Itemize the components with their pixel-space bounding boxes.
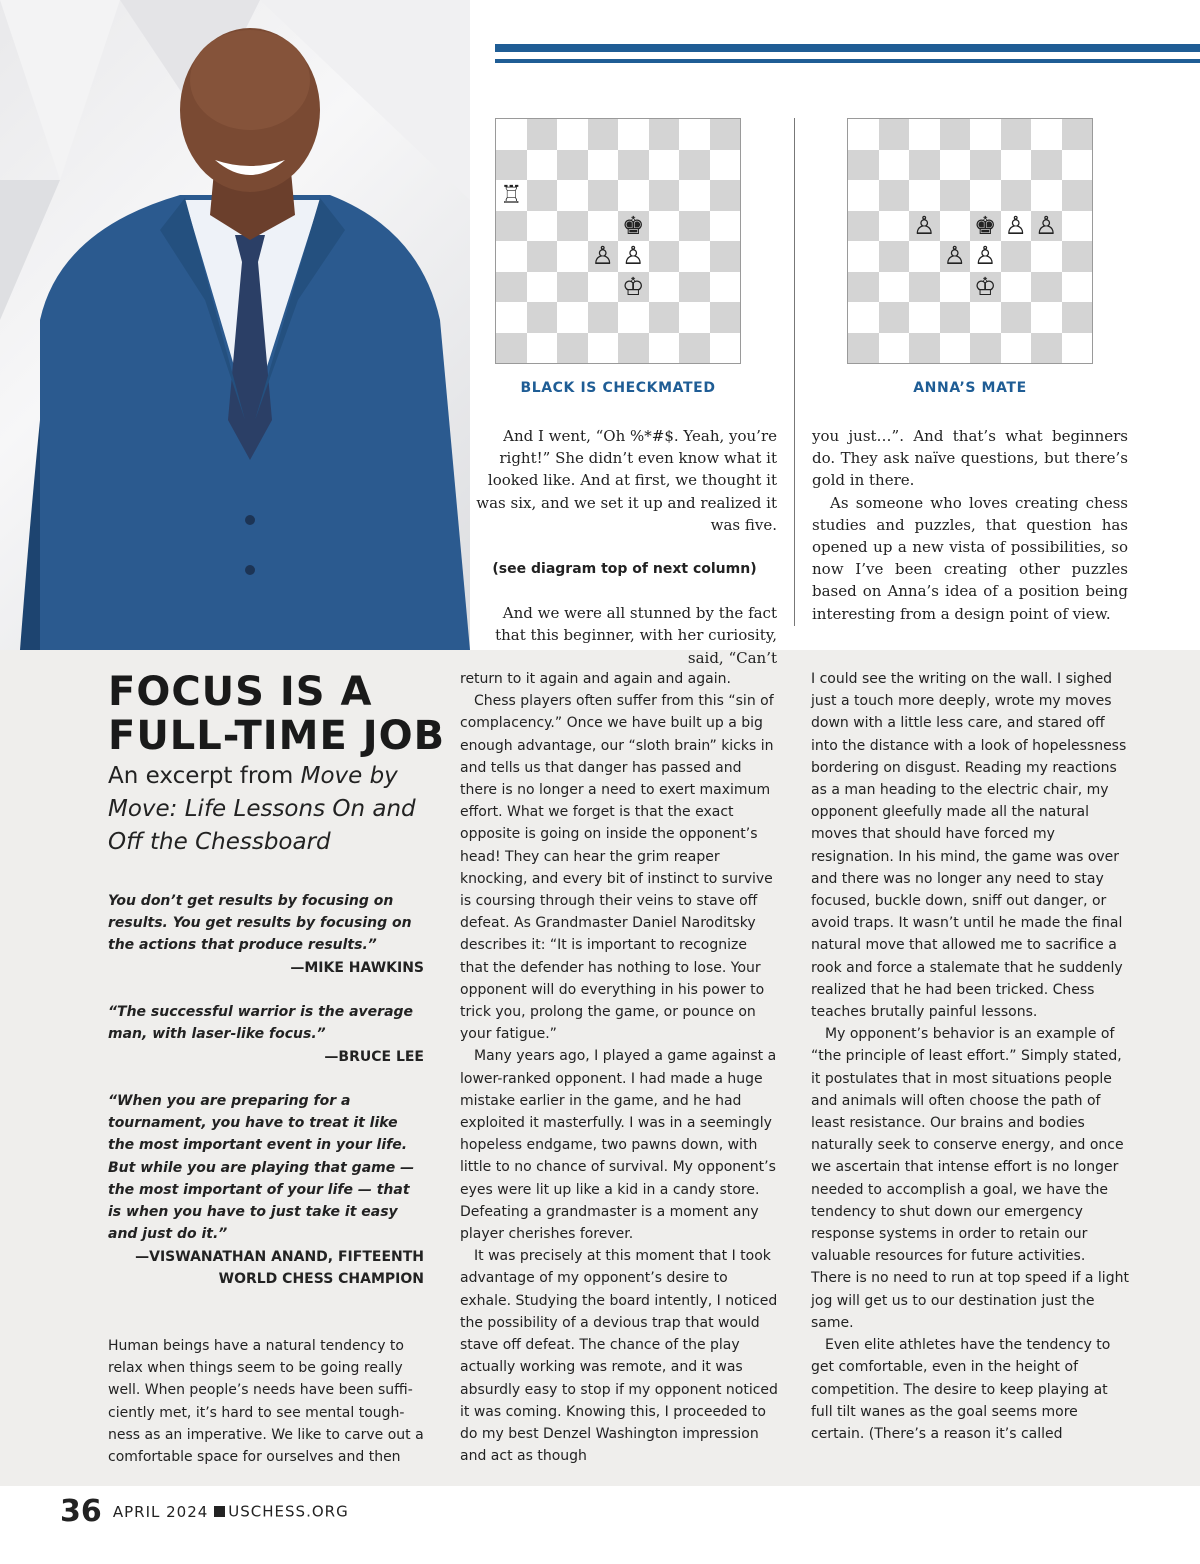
paragraph: return to it again and again and again. — [460, 671, 731, 687]
paragraph: My opponent’s behavior is an example of “the principle of least effort.” Simply stated, it postulates that in most situations people and animals will often choose the path of least resistance. Our brains and bodies naturally seek to conserve energy, and once we ascertain that intense effort is no longer needed to accomplish a goal, we have the tendency to shut down our emergency response systems in order to retain our valuable resources for future activities. There is no need to run at top speed if a light jog will get us to our destination just the same. — [811, 1026, 1129, 1331]
board-square — [496, 333, 527, 364]
body-column-1 — [108, 1335, 426, 1468]
board-square — [1001, 150, 1032, 181]
board-square — [909, 302, 940, 333]
board-square — [940, 150, 971, 181]
board-square — [1001, 180, 1032, 211]
board-square — [496, 119, 527, 150]
board-square — [618, 333, 649, 364]
board-square — [557, 119, 588, 150]
board-square — [1062, 302, 1093, 333]
board-square — [557, 180, 588, 211]
board-square — [588, 119, 619, 150]
white-king-icon: ♔ — [974, 271, 997, 301]
board-square — [848, 180, 879, 211]
board-square — [1062, 180, 1093, 211]
header-rules — [495, 44, 1200, 63]
book-title: Move by Move: Life Lessons On and Off the Chessboard — [108, 763, 416, 855]
board-square — [588, 272, 619, 303]
board-square — [679, 180, 710, 211]
board-square — [879, 150, 910, 181]
issue-date: APRIL 2024 — [112, 1502, 209, 1521]
body-column-2 — [460, 668, 778, 1467]
board-square — [710, 333, 741, 364]
board-square — [649, 119, 680, 150]
top-rule-thin — [495, 59, 1200, 63]
board-square — [879, 302, 910, 333]
board-square — [588, 302, 619, 333]
board-square — [527, 150, 558, 181]
white-pawn-icon: ♙ — [591, 241, 614, 270]
board-square — [879, 333, 910, 364]
column-divider — [794, 118, 795, 626]
paragraph: Many years ago, I played a game against a lower-ranked opponent. I had made a huge mistake earlier in the game, and he had exploited it masterfully. I was in a seemingly hopeless endgame, two pawns down, with little to no chance of survival. My opponent’s eyes were lit up like a kid in a candy store. Defeating a grandmaster is a moment any player cherishes forever. — [460, 1048, 777, 1243]
board-square — [710, 211, 741, 242]
board-square — [710, 180, 741, 211]
white-king-icon: ♔ — [622, 271, 645, 301]
diagram-reference-note: (see diagram top of next column) — [492, 561, 757, 578]
chess-diagram-annas-mate — [847, 118, 1093, 364]
article-title — [108, 670, 445, 758]
article-title-line: FOCUS IS A — [108, 669, 373, 715]
board-square — [649, 272, 680, 303]
board-square — [496, 272, 527, 303]
attribution-line: —VISWANATHAN ANAND, FIFTEENTH — [135, 1249, 424, 1265]
top-right-column — [812, 425, 1128, 625]
board-square — [710, 119, 741, 150]
board-square — [879, 180, 910, 211]
board-square — [618, 119, 649, 150]
board-square — [1001, 333, 1032, 364]
board-square — [649, 333, 680, 364]
board-square — [1031, 272, 1062, 303]
board-square — [848, 333, 879, 364]
paragraph: Chess players often suffer from this “sin of complacency.” Once we have built up a big enough advantage, our “sloth brain” kicks in and tells us that danger has passed and there is no longer a need to exert maximum effort. What we forget is that the exact opposite is going on inside the opponent’s head! They can hear the grim reaper knocking, and every bit of instinct to survive is coursing through their veins to stave off defeat. As Grandmaster Daniel Naroditsky describes it: “It is important to recognize that the defender has nothing to lose. Your opponent will do everything in his power to trick you, prolong the game, or pounce on your fatigue.” — [460, 693, 774, 1043]
white-pawn-icon: ♙ — [1004, 210, 1027, 240]
board-square — [970, 180, 1001, 211]
board-square — [848, 211, 879, 242]
board-square — [1062, 119, 1093, 150]
board-square — [940, 211, 971, 242]
white-pawn-icon: ♙ — [974, 241, 997, 270]
white-pawn-icon: ♙ — [622, 241, 645, 270]
board-square — [527, 241, 558, 272]
board-square — [909, 272, 940, 303]
board-square — [1001, 119, 1032, 150]
board-square — [557, 211, 588, 242]
board-square — [679, 333, 710, 364]
black-king-icon: ♚ — [974, 210, 997, 240]
board-square — [618, 180, 649, 211]
board-square — [879, 241, 910, 272]
board-square — [1031, 333, 1062, 364]
board-square — [940, 272, 971, 303]
article-title-line: FULL-TIME JOB — [108, 713, 446, 759]
board-square — [679, 241, 710, 272]
board-square — [496, 302, 527, 333]
board-square — [1062, 333, 1093, 364]
board-square — [588, 333, 619, 364]
board-square — [909, 333, 940, 364]
board-square — [557, 150, 588, 181]
board-square — [710, 272, 741, 303]
diagram-caption: ANNA’S MATE — [913, 380, 1027, 396]
board-square — [848, 150, 879, 181]
diagram-caption: BLACK IS CHECKMATED — [520, 380, 716, 396]
board-square — [848, 241, 879, 272]
quote-attribution: —BRUCE LEE — [324, 1049, 424, 1065]
epigraph-quote: “The successful warrior is the average man, with laser-like focus.” — [108, 1004, 414, 1043]
board-square — [1001, 272, 1032, 303]
board-square — [909, 180, 940, 211]
board-square — [527, 302, 558, 333]
author-photo-illustration — [0, 0, 470, 650]
quote-attribution: —MIKE HAWKINS — [290, 960, 424, 976]
black-king-icon: ♚ — [622, 210, 645, 240]
board-square — [557, 272, 588, 303]
attribution-line: WORLD CHESS CHAMPION — [218, 1271, 424, 1288]
white-pawn-icon: ♙ — [943, 241, 966, 270]
paragraph: As someone who loves creating chess studies and puzzles, that question has opened up a new vista of possibilities, so now I’ve been creating other puzzles based on Anna’s idea of a position being interesting from a design point of view. — [812, 493, 1128, 623]
board-square — [557, 333, 588, 364]
white-pawn-icon: ♙ — [1035, 210, 1058, 240]
board-square — [970, 302, 1001, 333]
paragraph: Even elite athletes have the tendency to get comfortable, even in the height of competition. The desire to keep playing at full tilt wanes as the goal seems more certain. (There’s a reason it’s called — [811, 1337, 1111, 1442]
board-square — [970, 119, 1001, 150]
board-square — [588, 180, 619, 211]
top-rule-thick — [495, 44, 1200, 52]
board-square — [940, 302, 971, 333]
board-square — [618, 302, 649, 333]
page-footer — [60, 1494, 349, 1529]
top-left-column — [472, 425, 777, 669]
board-square — [557, 241, 588, 272]
board-square — [848, 272, 879, 303]
board-square — [679, 272, 710, 303]
paragraph: It was precisely at this moment that I took advantage of my opponent’s desire to exhale. Studying the board intently, I noticed the possibility of a devious trap that would stave off defeat. The chance of the play actually working was remote, and it was absurdly easy to stop if my opponent noticed it was coming. Knowing this, I proceeded to do my best Denzel Washington impression and act as though — [460, 1248, 778, 1465]
board-square — [527, 211, 558, 242]
author-photo — [0, 0, 470, 650]
board-square — [909, 119, 940, 150]
board-square — [557, 302, 588, 333]
white-pawn-icon: ♙ — [913, 210, 936, 240]
subtitle-prefix: An excerpt from — [108, 763, 301, 789]
board-square — [679, 211, 710, 242]
board-square — [679, 150, 710, 181]
board-square — [710, 302, 741, 333]
white-rook-icon: ♖ — [500, 180, 523, 209]
board-square — [1031, 119, 1062, 150]
board-square — [1031, 241, 1062, 272]
board-square — [649, 302, 680, 333]
paragraph: I could see the writing on the wall. I sighed just a touch more deeply, wrote my moves down with a little less care, and stared off into the distance with a look of hopelessness bordering on disgust. Reading my reactions as a man heading to the electric chair, my opponent gleefully made all the natural moves that should have forced my resignation. In his mind, the game was over and there was no longer any need to stay focused, buckle down, sniff out danger, or avoid traps. It wasn’t until he made the final natural move that allowed me to sacrifice a rook and force a stalemate that he suddenly realized that he had been tricked. Chess teaches brutally painful lessons. — [811, 671, 1127, 1021]
board-square — [496, 211, 527, 242]
board-square — [1031, 150, 1062, 181]
article-subtitle — [108, 760, 438, 859]
board-square — [710, 150, 741, 181]
board-square — [1062, 211, 1093, 242]
epigraph-quote: “When you are preparing for a tournament, you have to treat it like the most important event in your life. But while you are playing that game — the most important of your life — that is when you have to just take it easy and just do it.” — [108, 1093, 415, 1243]
board-square — [940, 180, 971, 211]
board-square — [527, 333, 558, 364]
board-square — [649, 180, 680, 211]
paragraph: And I went, “Oh %*#$. Yeah, you’re right!” She didn’t even know what it looked like. And at first, we thought it was six, and we set it up and realized it was five. — [476, 427, 777, 534]
board-square — [679, 302, 710, 333]
board-square — [496, 150, 527, 181]
board-square — [1062, 241, 1093, 272]
board-square — [649, 150, 680, 181]
board-square — [527, 272, 558, 303]
page-number: 36 — [60, 1494, 102, 1529]
board-square — [879, 211, 910, 242]
paragraph: And we were all stunned by the fact that this beginner, with her curiosity, said, “Can’t — [495, 604, 777, 667]
board-square — [588, 150, 619, 181]
board-square — [970, 333, 1001, 364]
board-square — [909, 150, 940, 181]
board-square — [970, 150, 1001, 181]
chess-diagram-black-is-checkmated — [495, 118, 741, 364]
board-square — [618, 150, 649, 181]
board-square — [909, 241, 940, 272]
epigraph-quote: You don’t get results by focusing on results. You get results by focusing on the actions that produce results.” — [108, 893, 412, 954]
board-square — [940, 333, 971, 364]
board-square — [496, 241, 527, 272]
board-square — [649, 241, 680, 272]
board-square — [848, 302, 879, 333]
board-square — [879, 272, 910, 303]
board-square — [879, 119, 910, 150]
paragraph: Human beings have a natural tendency to relax when things seem to be going really well. When people’s needs have been sufficiently met, it’s hard to see mental toughness as an imperative. We like to carve out a comfortable space for ourselves and then — [108, 1338, 424, 1466]
site-url: USCHESS.ORG — [228, 1502, 349, 1521]
board-square — [1062, 150, 1093, 181]
board-square — [710, 241, 741, 272]
board-square — [649, 211, 680, 242]
board-square — [527, 119, 558, 150]
board-square — [1062, 272, 1093, 303]
board-square — [1001, 241, 1032, 272]
board-square — [588, 211, 619, 242]
board-square — [679, 119, 710, 150]
board-square — [527, 180, 558, 211]
board-square — [1031, 302, 1062, 333]
quote-attribution — [135, 1246, 424, 1290]
body-column-3 — [811, 668, 1129, 1445]
square-bullet-icon — [214, 1506, 225, 1517]
paragraph: you just…”. And that’s what beginners do. They ask naïve questions, but there’s gold in there. — [812, 427, 1128, 490]
board-square — [1031, 180, 1062, 211]
board-square — [1001, 302, 1032, 333]
board-square — [848, 119, 879, 150]
board-square — [940, 119, 971, 150]
